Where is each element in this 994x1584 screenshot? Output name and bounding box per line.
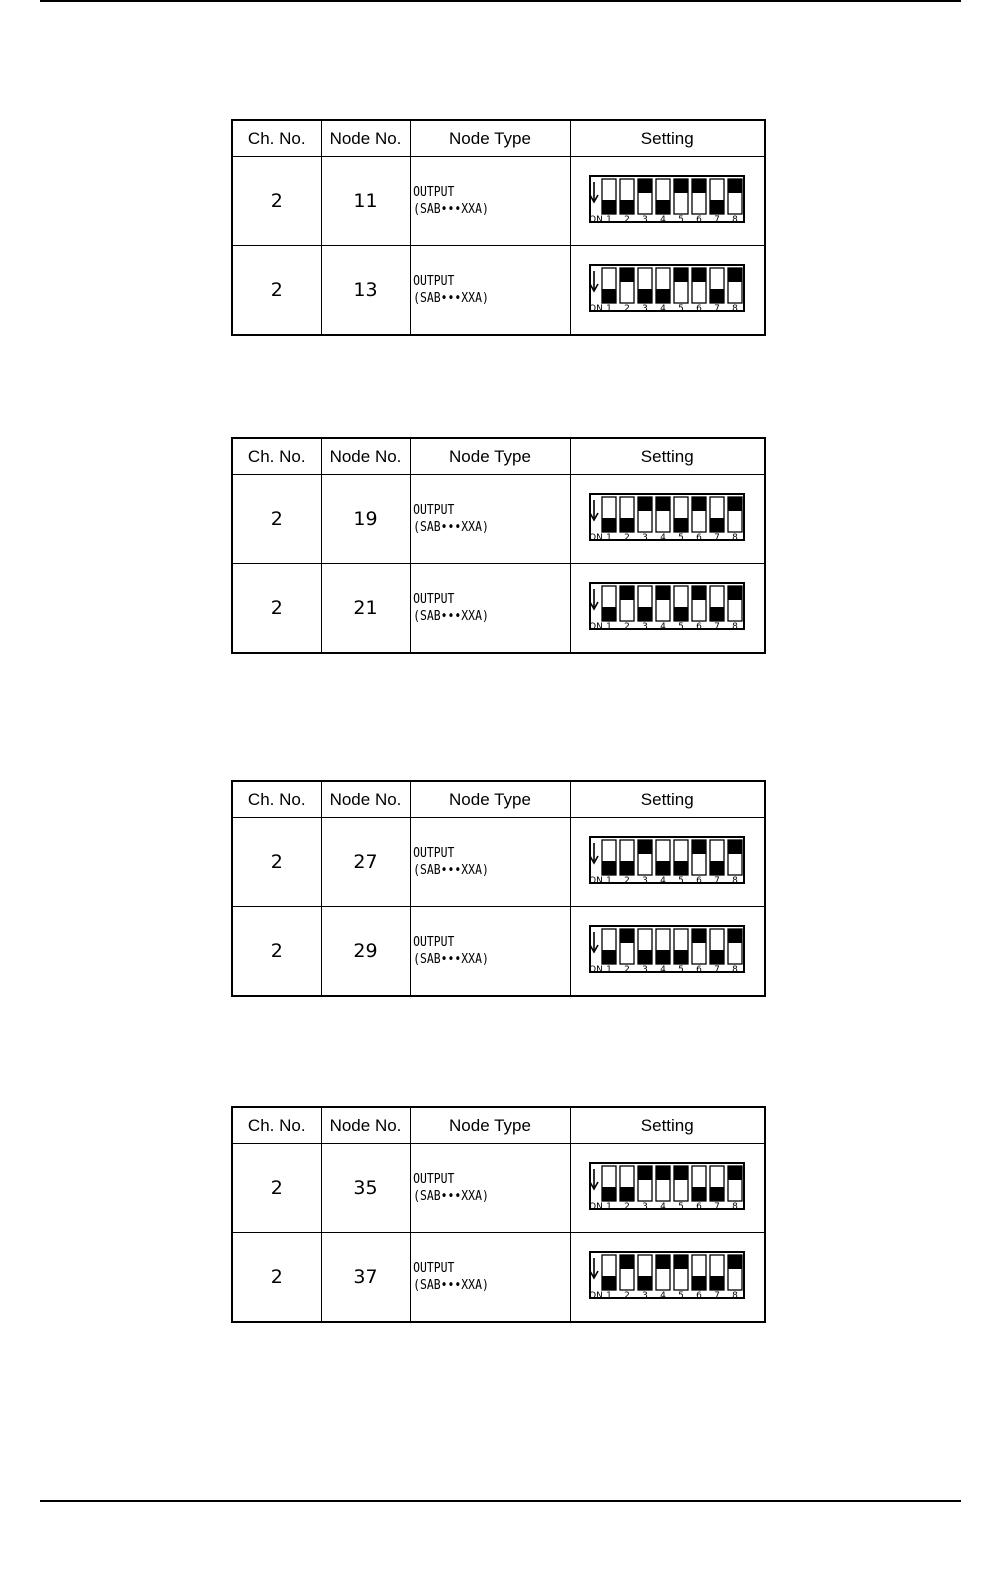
dip-switch-number: 7 [714,876,721,886]
dip-switch-knob-off [728,179,742,193]
dip-switch-knob-on [602,200,616,214]
dip-switch-knob-on [638,1276,652,1290]
dip-switch-number: 1 [606,1291,613,1301]
dip-switch-number: 6 [696,1291,703,1301]
dip-switch-knob-on [710,289,724,303]
dip-switch-number: 3 [642,1202,649,1212]
dip-switch-knob-off [692,840,706,854]
node-type-line1: OUTPUT [413,1172,455,1187]
dip-switch-knob-on [710,950,724,964]
header-ch-no: Ch. No. [232,120,321,157]
dip-switch-number: 5 [678,965,685,975]
dip-switch-number: 1 [606,622,613,632]
node-number: 19 [321,475,410,564]
dip-switch-knob-off [656,1255,670,1269]
table-row [232,907,765,997]
dip-switch-number: 6 [696,1202,703,1212]
dip-switch [588,263,746,317]
dip-switch-number: 6 [696,876,703,886]
dip-switch-knob-on [692,1187,706,1201]
dip-switch-knob-on [674,950,688,964]
node-type [410,564,551,654]
node-type [410,1144,551,1233]
dip-switch-knob-off [656,586,670,600]
header-ch-no: Ch. No. [232,781,321,818]
dip-switch-knob-on [602,861,616,875]
dip-switch-knob-on [602,289,616,303]
node-type [410,1233,551,1323]
channel-number: 2 [232,564,321,654]
dip-switch-knob-off [620,1255,634,1269]
node-type-line2: (SAB•••XXA) [413,952,489,967]
dip-switch-number: 4 [660,622,667,632]
node-number: 35 [321,1144,410,1233]
dip-switch-knob-off [728,268,742,282]
node-number: 37 [321,1233,410,1323]
dip-switch-number: 3 [642,622,649,632]
node-number: 21 [321,564,410,654]
dip-switch-number: 1 [606,304,613,314]
dip-switch-knob-off [620,929,634,943]
dip-switch-knob-off [692,586,706,600]
header-node-no: Node No. [321,781,410,818]
channel-number: 2 [232,818,321,907]
dip-switch-number: 5 [678,876,685,886]
header-setting: Setting [570,120,765,157]
dip-switch-knob-off [638,497,652,511]
dip-switch-on-label: ON [589,876,604,886]
dip-switch-number: 8 [732,1202,739,1212]
dip-switch-number: 8 [732,215,739,225]
table-header-row [232,781,765,818]
node-type-line2: (SAB•••XXA) [413,1278,489,1293]
table-row [232,818,765,907]
dip-switch-knob-on [656,861,670,875]
setting-cell [570,818,765,907]
dip-switch-knob-off [728,1255,742,1269]
dip-switch-number: 7 [714,533,721,543]
node-type [410,818,551,907]
dip-switch-number: 7 [714,304,721,314]
dip-switch-number: 3 [642,304,649,314]
dip-switch-number: 5 [678,622,685,632]
setting-cell [570,564,765,654]
dip-switch-knob-off [638,1166,652,1180]
node-number: 27 [321,818,410,907]
node-type-line1: OUTPUT [413,592,455,607]
channel-number: 2 [232,907,321,997]
dip-switch-number: 7 [714,622,721,632]
dip-switch-knob-off [728,497,742,511]
node-type-line2: (SAB•••XXA) [413,520,489,535]
dip-switch-knob-off [620,268,634,282]
table-row [232,475,765,564]
dip-switch-knob-off [620,586,634,600]
dip-switch-number: 7 [714,965,721,975]
channel-number: 2 [232,157,321,246]
dip-switch [588,174,746,228]
node-number: 11 [321,157,410,246]
header-node-no: Node No. [321,120,410,157]
dip-switch-number: 4 [660,215,667,225]
table-header-row [232,120,765,157]
dip-switch-knob-on [710,200,724,214]
node-type-line1: OUTPUT [413,185,455,200]
dip-switch-knob-off [692,929,706,943]
node-number: 29 [321,907,410,997]
channel-number: 2 [232,1144,321,1233]
dip-switch-knob-on [602,1187,616,1201]
dip-switch [588,581,746,635]
dip-switch-number: 2 [624,215,631,225]
dip-switch-number: 7 [714,1202,721,1212]
dip-switch-knob-off [674,179,688,193]
dip-switch-knob-off [638,840,652,854]
dip-switch-knob-off [674,1166,688,1180]
dip-switch-number: 8 [732,876,739,886]
table-header-row [232,1107,765,1144]
setting-cell [570,1144,765,1233]
node-type-line1: OUTPUT [413,274,455,289]
table-row [232,1233,765,1323]
dip-switch-knob-on [692,1276,706,1290]
dip-switch-knob-on [656,289,670,303]
dip-switch-number: 2 [624,533,631,543]
dip-switch-number: 6 [696,622,703,632]
dip-switch-knob-on [674,607,688,621]
node-type-line2: (SAB•••XXA) [413,202,489,217]
dip-switch-knob-on [710,518,724,532]
top-rule [40,0,961,2]
setting-cell [570,157,765,246]
dip-switch-number: 2 [624,1202,631,1212]
header-setting: Setting [570,438,765,475]
header-node-no: Node No. [321,1107,410,1144]
dip-switch-number: 3 [642,533,649,543]
dip-switch-number: 1 [606,215,613,225]
table-row [232,564,765,654]
header-ch-no: Ch. No. [232,1107,321,1144]
dip-switch-number: 6 [696,533,703,543]
dip-switch-knob-on [674,518,688,532]
dip-switch-number: 3 [642,965,649,975]
dip-switch-knob-off [692,268,706,282]
dip-switch-number: 8 [732,304,739,314]
dip-switch-knob-on [602,518,616,532]
dip-switch-knob-on [656,200,670,214]
node-setting-table [231,119,766,336]
node-type [410,907,551,997]
dip-switch-number: 6 [696,215,703,225]
dip-switch-number: 6 [696,304,703,314]
dip-switch-number: 8 [732,1291,739,1301]
dip-switch-number: 4 [660,1202,667,1212]
dip-switch-knob-on [620,518,634,532]
dip-switch-on-label: ON [589,304,604,314]
node-setting-table [231,780,766,997]
dip-switch-knob-on [710,861,724,875]
channel-number: 2 [232,246,321,336]
node-type-line1: OUTPUT [413,935,455,950]
dip-switch-knob-off [728,1166,742,1180]
table-row [232,157,765,246]
dip-switch-number: 2 [624,1291,631,1301]
dip-switch-number: 4 [660,533,667,543]
dip-switch-knob-off [692,179,706,193]
dip-switch-number: 8 [732,533,739,543]
dip-switch [588,1250,746,1304]
channel-number: 2 [232,1233,321,1323]
dip-switch-knob-off [728,586,742,600]
dip-switch-number: 1 [606,1202,613,1212]
dip-switch-number: 1 [606,876,613,886]
dip-switch-number: 4 [660,876,667,886]
dip-switch-knob-on [602,607,616,621]
dip-switch-knob-off [638,179,652,193]
dip-switch-number: 5 [678,1291,685,1301]
node-type-line2: (SAB•••XXA) [413,1189,489,1204]
dip-switch-knob-on [638,950,652,964]
dip-switch-number: 3 [642,876,649,886]
node-type [410,246,551,336]
node-setting-table [231,1106,766,1323]
node-number: 13 [321,246,410,336]
dip-switch-on-label: ON [589,215,604,225]
dip-switch-number: 5 [678,215,685,225]
dip-switch-knob-on [602,1276,616,1290]
dip-switch-number: 2 [624,622,631,632]
dip-switch-number: 8 [732,965,739,975]
bottom-rule [40,1500,961,1502]
dip-switch-number: 7 [714,1291,721,1301]
dip-switch-number: 2 [624,304,631,314]
header-node-type: Node Type [410,120,570,157]
header-node-type: Node Type [410,781,570,818]
dip-switch-on-label: ON [589,1291,604,1301]
dip-switch-number: 1 [606,533,613,543]
node-type [410,157,551,246]
table-header-row [232,438,765,475]
dip-switch-knob-off [728,840,742,854]
setting-cell [570,1233,765,1323]
setting-cell [570,246,765,336]
dip-switch-number: 8 [732,622,739,632]
dip-switch-knob-on [602,950,616,964]
dip-switch-knob-on [674,861,688,875]
dip-switch-number: 5 [678,304,685,314]
dip-switch-number: 5 [678,1202,685,1212]
header-node-no: Node No. [321,438,410,475]
dip-switch-knob-on [656,950,670,964]
dip-switch-knob-off [728,929,742,943]
node-type-line1: OUTPUT [413,846,455,861]
dip-switch-number: 2 [624,876,631,886]
setting-cell [570,907,765,997]
dip-switch-number: 2 [624,965,631,975]
dip-switch-number: 7 [714,215,721,225]
dip-switch-knob-off [692,497,706,511]
node-type-line1: OUTPUT [413,1261,455,1276]
dip-switch [588,835,746,889]
dip-switch-number: 4 [660,304,667,314]
dip-switch-number: 5 [678,533,685,543]
dip-switch-on-label: ON [589,533,604,543]
dip-switch-knob-off [674,268,688,282]
table-row [232,246,765,336]
setting-cell [570,475,765,564]
header-ch-no: Ch. No. [232,438,321,475]
dip-switch-knob-on [638,607,652,621]
dip-switch [588,492,746,546]
node-setting-table [231,437,766,654]
header-setting: Setting [570,781,765,818]
dip-switch-number: 3 [642,215,649,225]
dip-switch-knob-on [620,200,634,214]
dip-switch-on-label: ON [589,1202,604,1212]
channel-number: 2 [232,475,321,564]
node-type-line2: (SAB•••XXA) [413,291,489,306]
dip-switch-number: 4 [660,1291,667,1301]
dip-switch [588,924,746,978]
node-type [410,475,551,564]
dip-switch-on-label: ON [589,965,604,975]
dip-switch-knob-on [710,1187,724,1201]
dip-switch-knob-on [710,1276,724,1290]
header-node-type: Node Type [410,438,570,475]
header-node-type: Node Type [410,1107,570,1144]
dip-switch-number: 3 [642,1291,649,1301]
dip-switch-knob-on [620,1187,634,1201]
dip-switch-number: 6 [696,965,703,975]
node-type-line2: (SAB•••XXA) [413,609,489,624]
node-type-line2: (SAB•••XXA) [413,863,489,878]
dip-switch-knob-off [674,1255,688,1269]
dip-switch-knob-off [656,1166,670,1180]
table-row [232,1144,765,1233]
node-type-line1: OUTPUT [413,503,455,518]
header-setting: Setting [570,1107,765,1144]
dip-switch-number: 1 [606,965,613,975]
dip-switch-knob-on [620,861,634,875]
dip-switch-on-label: ON [589,622,604,632]
dip-switch [588,1161,746,1215]
dip-switch-knob-on [638,289,652,303]
dip-switch-knob-off [656,497,670,511]
dip-switch-knob-on [710,607,724,621]
dip-switch-number: 4 [660,965,667,975]
